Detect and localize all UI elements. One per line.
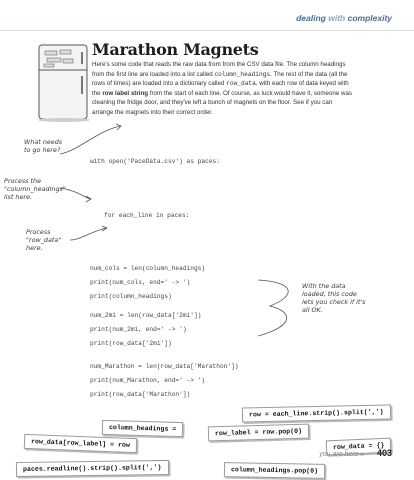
header-word-dealing: dealing (296, 13, 326, 23)
header-word-complexity: complexity (347, 13, 392, 23)
code-print-marathon: print(row_data['Marathon']) (90, 391, 191, 398)
code-print-num-cols: print(num_cols, end=' -> ') (90, 279, 191, 286)
code-print-num-2mi: print(num_2mi, end=' -> ') (90, 326, 187, 333)
code-print-headings: print(column_headings) (90, 293, 172, 300)
code-num-marathon: num_Marathon = len(row_data['Marathon']) (90, 363, 239, 370)
magnet-readline[interactable]: paces.readline().strip().split(',') (16, 460, 169, 477)
magnet-column-headings-pop[interactable]: column_headings.pop(0) (224, 462, 325, 479)
you-are-here-label: you are here ▸ (319, 451, 364, 458)
note-process-row-data: Process "row_data" here. (26, 228, 62, 252)
note-process-column-headings: Process the "column_headings" list here. (4, 177, 66, 201)
intro-bold-row-label: row label string (102, 89, 149, 97)
magnet-row-data-assign[interactable]: row_data[row_label] = row (24, 434, 137, 453)
magnet-column-headings-assign[interactable]: column_headings = (102, 420, 184, 437)
intro-text-2: . The rest of the data (all the rows of times) are loaded into a dictionary called (92, 70, 348, 88)
intro-code-row-data: row_data (226, 80, 256, 88)
page-title: Marathon Magnets (92, 40, 259, 59)
magnet-row-data-init[interactable]: row_data = {} (326, 438, 392, 456)
header-word-with: with (328, 13, 346, 23)
code-num-cols: num_cols = len(column_headings) (90, 265, 206, 272)
note-what-needs-here: What needs to go here? (24, 138, 63, 154)
magnet-row-label-pop[interactable]: row_label = row.pop(0) (208, 424, 309, 442)
code-for-each-line: for each_line in paces: (104, 212, 190, 219)
intro-code-column-headings: column_headings (214, 70, 271, 78)
code-with-open: with open('PaceData.csv') as paces: (90, 158, 220, 165)
intro-text-4: from the start of each line. Of course, as luck would have it, someone was cleaning the fridge door, and they've left a bunch of magnets on the floor. See if you can arrange the magnets into their correct order. (92, 89, 353, 116)
code-num-2mi: num_2mi = len(row_data['2mi']) (90, 312, 202, 319)
intro-text-3: , with each row of data keyed with the (92, 80, 349, 97)
page-number: 403 (376, 448, 392, 458)
code-print-2mi: print(row_data['2mi']) (90, 340, 172, 347)
intro-text-1: Here's some code that reads the raw data from from the CSV data file. The column headings from the first line are loaded into a list called (92, 61, 346, 78)
note-check-data: With the data loaded, this code lets you check if it's all OK. (302, 282, 366, 314)
magnet-row-split[interactable]: row = each_line.strip().split(',') (242, 404, 391, 422)
code-print-num-marathon: print(num_Marathon, end=' -> ') (90, 377, 206, 384)
